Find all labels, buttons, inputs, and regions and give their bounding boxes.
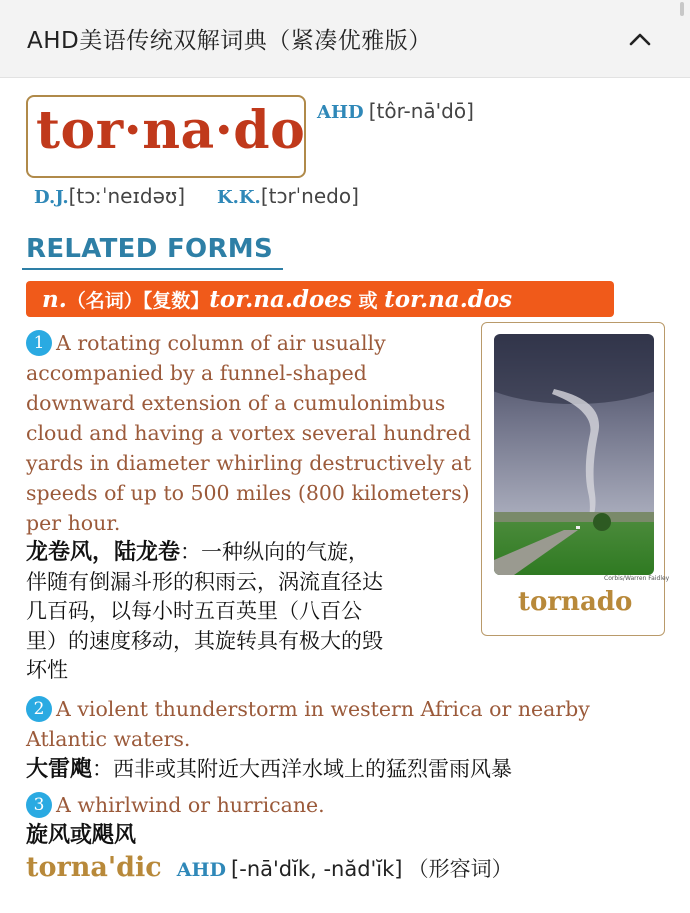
tornado-photo[interactable] xyxy=(494,334,654,575)
related-forms-underline xyxy=(22,268,283,270)
sense-number-badge: 3 xyxy=(26,792,52,818)
sense-3-english: 3 A whirlwind or hurricane. xyxy=(26,790,325,820)
scrollbar-thumb[interactable] xyxy=(680,2,684,16)
sense-3-chinese xyxy=(26,821,136,851)
ahd-tag: AHD xyxy=(317,102,364,123)
sense-number-badge: 2 xyxy=(26,696,52,722)
sense-1-english: 1 A rotating column of air usually accompanied by a funnel-shaped downward extension of a cumulonimbus cloud and having a vortex several hundred yards in diameter whirling destructively at speeds of up to 500 miles (800 kilometers) per hour. xyxy=(26,331,472,535)
headword: tor·na·do xyxy=(36,100,306,161)
plural-form-1[interactable]: tor.na.does xyxy=(209,285,352,313)
dj-pron-text: [tɔːˈneɪdəʊ] xyxy=(68,184,186,208)
dictionary-title: AHD美语传统双解词典（紧凑优雅版） xyxy=(27,28,432,54)
sense-1-term: 龙卷风，陆龙卷 xyxy=(26,540,181,565)
or-separator: 或 xyxy=(351,289,385,312)
derived-pos-cn: （形容词） xyxy=(407,857,513,881)
plural-form-2[interactable]: tor.na.dos xyxy=(384,285,513,313)
chevron-up-icon xyxy=(629,32,651,46)
dictionary-header[interactable] xyxy=(0,0,690,78)
sense-1-chinese: 龙卷风，陆龙卷：一种纵向的气旋， 伴随有倒漏斗形的积雨云，涡流直径达 几百码，以每小时五百英里（八百公 里）的速度移动，其旋转具有极大的毁 坏性 xyxy=(26,540,383,682)
sense-3-term: 旋风或飓风 xyxy=(26,823,137,848)
ahd-pronunciation xyxy=(317,99,474,123)
photo-credit: Corbis/Warren Faidley xyxy=(604,575,670,582)
sense-2-term: 大雷飑 xyxy=(26,757,93,782)
related-forms-heading: RELATED FORMS xyxy=(26,234,273,264)
dj-tag: D.J. xyxy=(34,187,69,208)
derived-word[interactable]: torna'dic xyxy=(26,852,162,883)
sense-2-chinese: 大雷飑：西非或其附近大西洋水域上的猛烈雷雨风暴 xyxy=(26,757,513,782)
kk-tag: K.K. xyxy=(217,187,261,208)
ahd-pron-text: [tôr-nā'dō] xyxy=(368,99,474,123)
sense-2-english: 2 A violent thunderstorm in western Africa or nearby Atlantic waters. xyxy=(26,697,590,751)
derived-pron: [-nā'dĭk, -năd'ĭk] xyxy=(231,857,403,881)
plural-forms-bar xyxy=(26,281,614,317)
part-of-speech: n. xyxy=(42,285,67,313)
sense-number-badge: 1 xyxy=(26,330,52,356)
kk-pronunciation xyxy=(217,184,359,208)
collapse-button[interactable] xyxy=(620,22,660,56)
derived-form xyxy=(26,852,513,883)
derived-ahd-tag: AHD xyxy=(176,859,226,881)
part-of-speech-cn: （名词）【复数】 xyxy=(66,289,210,312)
dj-pronunciation xyxy=(34,184,185,208)
tornado-photo-graphic xyxy=(494,334,654,575)
kk-pron-text: [tɔrˈnedo] xyxy=(260,184,359,208)
illustration-caption: tornado xyxy=(518,587,633,617)
